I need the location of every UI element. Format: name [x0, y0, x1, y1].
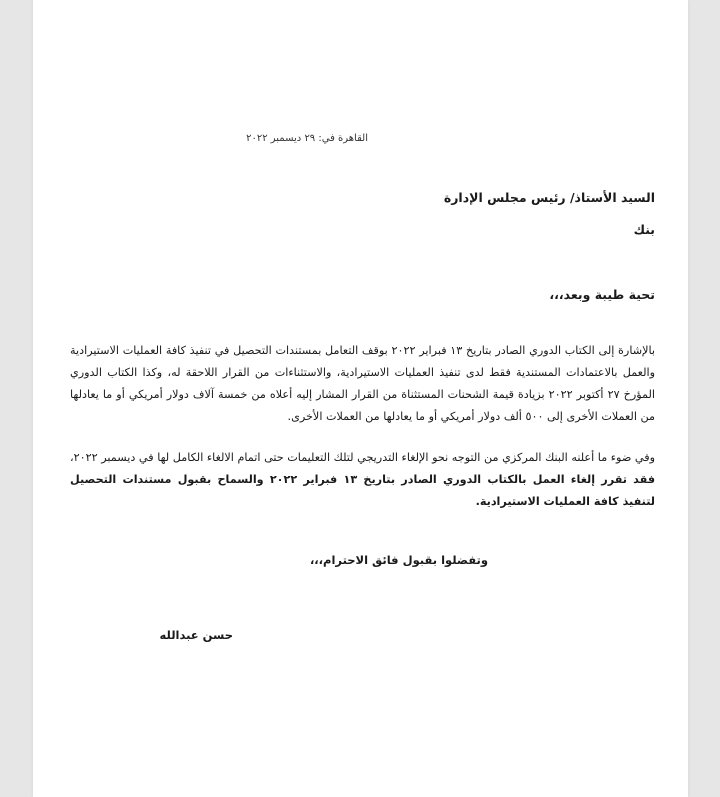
greeting: تحية طيبة وبعد،،، — [549, 287, 655, 302]
addressee-title: السيد الأستاذ/ رئيس مجلس الإدارة — [443, 190, 655, 205]
closing-line: وتفضلوا بقبول فائق الاحترام،،، — [309, 553, 488, 567]
paragraph-2-normal-text: وفي ضوء ما أعلنه البنك المركزي من التوجه نحو الإلغاء التدريجي لتلك التعليمات حتى اتمام الالغاء الكامل لها في ديسمبر ٢٠٢٢، — [70, 451, 655, 464]
date-line: القاهرة في: ٢٩ ديسمبر ٢٠٢٢ — [246, 133, 368, 144]
letter-page — [33, 0, 688, 797]
body-paragraph-2 — [70, 447, 655, 513]
addressee-bank: بنك — [633, 222, 655, 237]
signature: حسن عبدالله — [159, 628, 233, 642]
paragraph-2-bold-text: فقد تقرر إلغاء العمل بالكتاب الدوري الصادر بتاريخ ١٣ فبراير ٢٠٢٢ والسماح بقبول مستندات التحصيل لتنفيذ كافة العمليات الاستيرادية. — [70, 473, 656, 508]
body-paragraph-1: بالإشارة إلى الكتاب الدوري الصادر بتاريخ ١٣ فبراير ٢٠٢٢ بوقف التعامل بمستندات التحصيل في تنفيذ كافة العمليات الاستيرادية والعمل بالاعتمادات المستندية فقط لدى تنفيذ العمليات الاستيرادية، والاستثناءات من القرار اللاحقة له، وكذا الكتاب الدوري المؤرخ ٢٧ أكتوبر ٢٠٢٢ بزيادة قيمة الشحنات المستثناة من القرار المشار إليه أعلاه من خمسة آلاف دولار أمريكي أو ما يعادلها من العملات الأخرى إلى ٥٠٠ ألف دولار أمريكي أو ما يعادلها من العملات الأخرى. — [70, 344, 656, 423]
